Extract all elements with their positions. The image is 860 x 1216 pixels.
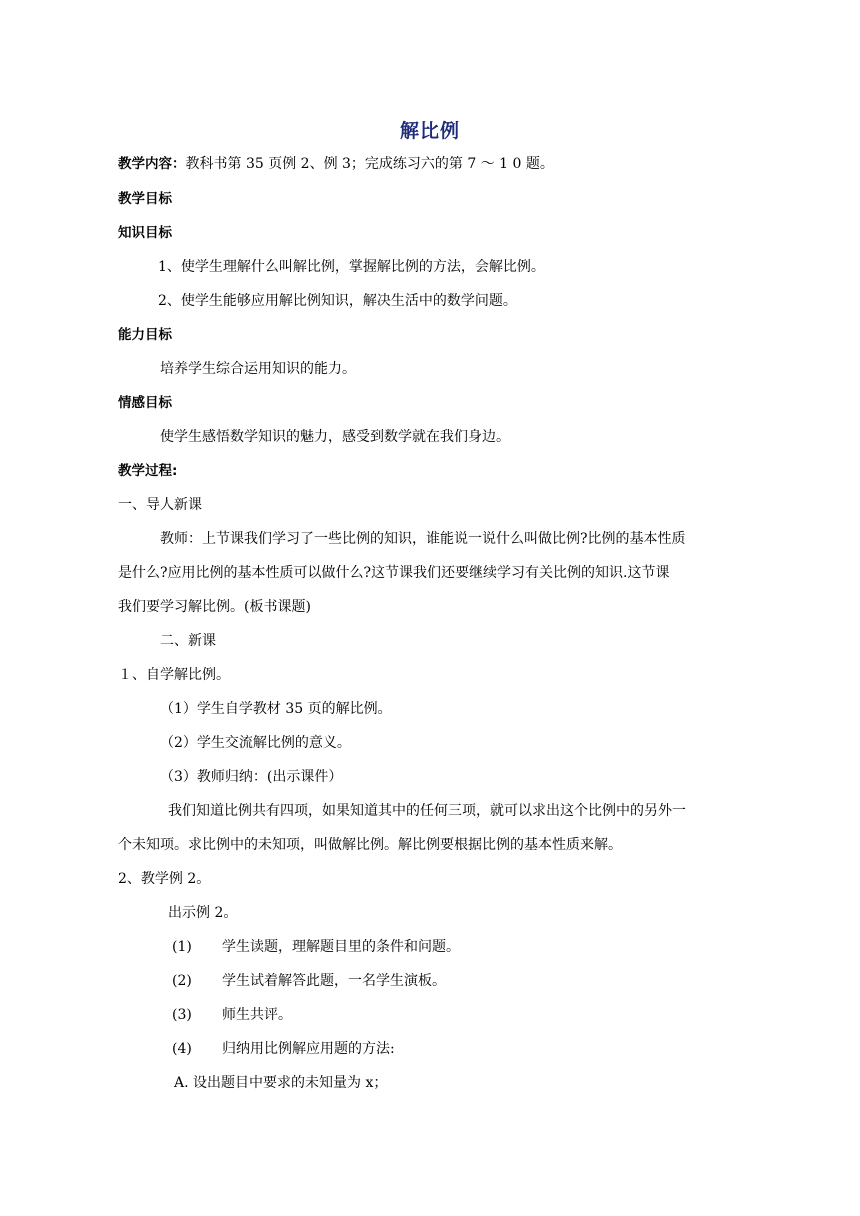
ability-heading: 能力目标 (118, 327, 172, 343)
step-2-heading: 2、教学例 2。 (118, 871, 211, 887)
goals-heading: 教学目标 (118, 191, 172, 207)
summary-line-2: 个未知项。求比例中的未知项，叫做解比例。解比例要根据比例的基本性质来解。 (118, 837, 622, 853)
example-item-number: (3) (172, 1007, 192, 1023)
example-item-number: (4) (172, 1041, 192, 1057)
ability-item-1: 培养学生综合运用知识的能力。 (160, 361, 356, 377)
document-title: 解比例 (399, 120, 460, 142)
example-item-text: 师生共评。 (222, 1007, 292, 1023)
step-1-item-a: （1）学生自学教材 35 页的解比例。 (160, 701, 392, 717)
summary-line-1: 我们知道比例共有四项，如果知道其中的任何三项，就可以求出这个比例中的另外一 (168, 803, 686, 819)
step-1-heading: １、自学解比例。 (118, 667, 230, 683)
example-item-1 (172, 937, 460, 957)
example-item-text: 学生试着解答此题，一名学生演板。 (222, 973, 446, 989)
knowledge-item-2: 2、使学生能够应用解比例知识，解决生活中的数学问题。 (158, 293, 517, 309)
knowledge-heading: 知识目标 (118, 225, 172, 241)
example-item-4 (172, 1039, 395, 1059)
content-label: 教学内容： (118, 156, 186, 172)
intro-paragraph-line-2: 是什么?应用比例的基本性质可以做什么?这节课我们还要继续学习有关比例的知识.这节课 (118, 565, 670, 581)
content-line (118, 154, 554, 174)
step-1-item-b: （2）学生交流解比例的意义。 (160, 735, 351, 751)
example-show-line: 出示例 2。 (168, 905, 238, 921)
example-item-text: 归纳用比例解应用题的方法: (222, 1041, 395, 1057)
example-item-3 (172, 1005, 292, 1025)
example-item-number: (1) (172, 939, 192, 955)
intro-paragraph-line-1: 教师：上节课我们学习了一些比例的知识，谁能说一说什么叫做比例?比例的基本性质 (160, 531, 686, 547)
example-item-2 (172, 971, 446, 991)
section-2-heading: 二、新课 (160, 633, 216, 649)
example-item-text: 学生读题，理解题目里的条件和问题。 (222, 939, 460, 955)
emotion-heading: 情感目标 (118, 395, 172, 411)
method-a-line: A. 设出题目中要求的未知量为 x； (174, 1075, 388, 1091)
section-1-heading: 一、导人新课 (118, 497, 202, 513)
content-text: 教科书第 35 页例 2、例 3；完成练习六的第 7 ～ 1 0 题。 (185, 156, 554, 172)
example-item-number: (2) (172, 973, 192, 989)
process-heading: 教学过程: (118, 463, 178, 479)
step-1-item-c: （3）教师归纳：(出示课件） (160, 769, 343, 785)
knowledge-item-1: 1、使学生理解什么叫解比例，掌握解比例的方法，会解比例。 (158, 259, 545, 275)
intro-paragraph-line-3: 我们要学习解比例。(板书课题) (118, 599, 311, 615)
emotion-item-1: 使学生感悟数学知识的魅力，感受到数学就在我们身边。 (160, 429, 510, 445)
